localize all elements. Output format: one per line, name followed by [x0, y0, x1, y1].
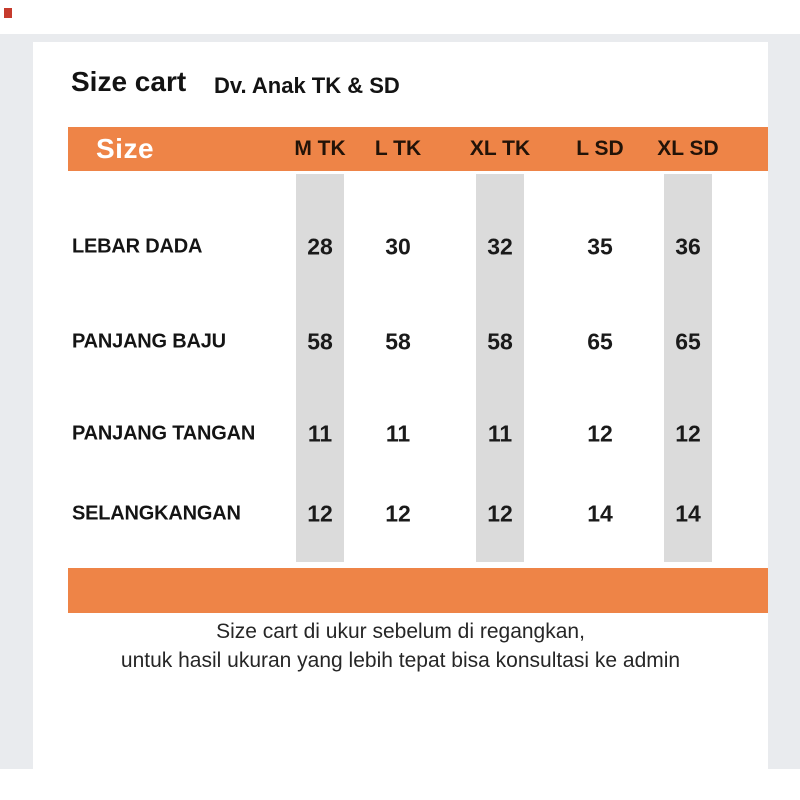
- footer-note-line1: Size cart di ukur sebelum di regangkan,: [216, 620, 585, 643]
- table-cell: 12: [307, 500, 333, 527]
- column-header-xl-sd: XL SD: [657, 137, 719, 160]
- table-cell: 65: [587, 328, 613, 355]
- column-header-l-tk: L TK: [374, 137, 422, 160]
- table-cell: 58: [487, 328, 513, 355]
- table-cell: 12: [675, 420, 701, 447]
- page-title: Size cart: [71, 66, 187, 97]
- table-cell: 65: [675, 328, 701, 355]
- table-cell: 11: [307, 420, 333, 447]
- table-cell: 30: [385, 233, 411, 260]
- table-cell: 12: [587, 420, 613, 447]
- table-cell: 32: [487, 233, 513, 260]
- row-label: LEBAR DADA: [72, 235, 203, 258]
- corner-red-mark: [4, 8, 12, 18]
- table-cell: 12: [487, 500, 513, 527]
- row-label: SELANGKANGAN: [72, 502, 241, 525]
- footer-note-line2: untuk hasil ukuran yang lebih tepat bisa konsultasi ke admin: [120, 649, 681, 672]
- table-cell: 28: [307, 233, 333, 260]
- size-column-label: Size: [96, 133, 155, 164]
- table-cell: 58: [307, 328, 333, 355]
- table-footer-bar: [68, 568, 768, 613]
- page-subtitle: Dv. Anak TK & SD: [214, 73, 400, 98]
- column-header-xl-tk: XL TK: [469, 137, 531, 160]
- table-cell: 14: [587, 500, 613, 527]
- column-header-l-sd: L SD: [576, 137, 624, 160]
- table-cell: 11: [487, 420, 513, 447]
- table-cell: 12: [385, 500, 411, 527]
- table-cell: 35: [587, 233, 613, 260]
- table-cell: 14: [675, 500, 701, 527]
- table-cell: 36: [675, 233, 701, 260]
- row-label: PANJANG BAJU: [72, 330, 226, 353]
- table-header-bar: [68, 127, 768, 171]
- row-label: PANJANG TANGAN: [72, 422, 256, 445]
- column-header-m-tk: M TK: [294, 137, 346, 160]
- table-cell: 11: [385, 420, 411, 447]
- footer-note: [33, 617, 768, 675]
- table-cell: 58: [385, 328, 411, 355]
